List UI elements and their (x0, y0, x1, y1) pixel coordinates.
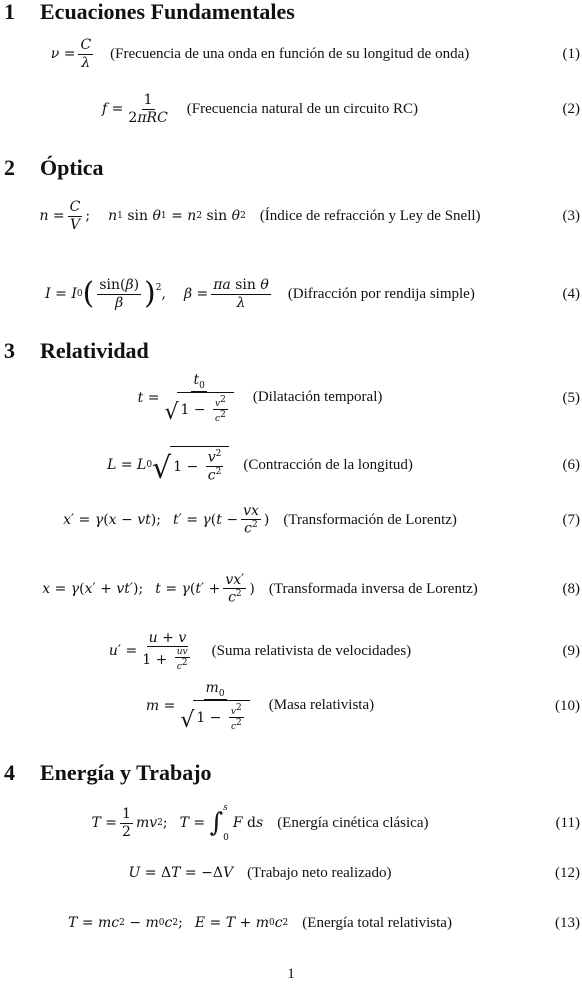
equation (0, 497, 582, 543)
equation-description: (Frecuencia de una onda en función de su longitud de onda) (110, 45, 470, 62)
formula: t = $t_0$ √ 1 − $\frac{v^2}{c^2}$ (138, 372, 239, 425)
equation (0, 860, 582, 886)
section-heading (4, 156, 104, 180)
equation-number: (5) (562, 389, 580, 406)
equation (0, 33, 582, 75)
section-number: 1 (4, 0, 15, 24)
formula: u ′ = u + v 1 + $\frac{uv}{c^2}$ (108, 629, 188, 673)
equation (0, 440, 582, 490)
formula: I = I 0 ( $\frac{\sin(\beta)}{\beta}$ ) $^2$ , β = $\frac{\text{πa sin θ}}{\lambda}$ (45, 276, 269, 311)
equation (0, 370, 582, 426)
equation-description: (Suma relativista de velocidades) (211, 642, 412, 659)
formula: L = L 0 √ 1 − $\frac{v^2}{c^2}$ (107, 446, 229, 484)
equation-number: (7) (562, 511, 580, 528)
section-heading (4, 0, 295, 24)
equation-number: (4) (562, 285, 580, 302)
section-title: Energía y Trabajo (40, 760, 212, 785)
equation-number: (8) (562, 580, 580, 597)
equation-number: (9) (562, 642, 580, 659)
formula: x ′ = γ ( x − vt ); t ′ = γ ( t − $\frac{vx}{c^2}$ ) (63, 503, 270, 537)
equation-number: (6) (562, 456, 580, 473)
equation-number: (2) (562, 100, 580, 117)
equation (0, 266, 582, 322)
equation (0, 628, 582, 674)
formula: f = $\frac{1}{\text{2πRC}}$ (102, 92, 168, 126)
page-number: 1 (287, 966, 295, 982)
section-heading (4, 339, 149, 363)
formula: T = mc 2 − m 0 c 2 ; E = T + m 0 c 2 (68, 915, 289, 931)
equation (0, 798, 582, 848)
equation-description: (Contracción de la longitud) (243, 456, 413, 473)
equation-number: (10) (555, 697, 580, 714)
section-heading (4, 761, 212, 785)
equation-description: (Difracción por rendija simple) (287, 285, 475, 302)
formula: x = γ ( x ′ + vt ′); t = γ ( t ′ + $\frac{vx'}{c^2}$ ) (42, 572, 255, 606)
equation-description: (Frecuencia natural de un circuito RC) (186, 100, 418, 117)
formula: T = $\frac{1}{2}$ mv 2 ; T = ∫ s 0 F d s (91, 803, 264, 843)
section-number: 2 (4, 155, 15, 180)
equation (0, 678, 582, 734)
formula: n = $\frac{C}{V}$ ; n 1 sin θ 1 = n 2 sin θ 2 (39, 199, 246, 233)
section-number: 4 (4, 760, 15, 785)
equation-number: (12) (555, 864, 580, 881)
equation-number: (11) (555, 814, 580, 831)
equation-description: (Dilatación temporal) (252, 389, 383, 406)
section-title: Óptica (40, 155, 104, 180)
equation-description: (Índice de refracción y Ley de Snell) (259, 207, 481, 224)
section-title: Relatividad (40, 338, 149, 363)
equation-description: (Energía cinética clásica) (277, 814, 429, 831)
formula: U = Δ T = −Δ V (128, 865, 234, 881)
equation (0, 910, 582, 936)
equation-description: (Energía total relativista) (302, 914, 452, 931)
equation-description: (Transformación de Lorentz) (283, 511, 457, 528)
equation (0, 566, 582, 612)
equation-number: (13) (555, 914, 580, 931)
equation (0, 88, 582, 130)
equation-number: (3) (562, 207, 580, 224)
formula: m = $m_0$ √ 1 − $\frac{v^2}{c^2}$ (146, 680, 255, 733)
equation-description: (Masa relativista) (268, 697, 375, 714)
formula: ν = $\frac{C}{\lambda}$ (50, 37, 92, 71)
equation (0, 194, 582, 238)
equation-description: (Trabajo neto realizado) (247, 864, 392, 881)
equation-number: (1) (562, 45, 580, 62)
section-title: Ecuaciones Fundamentales (40, 0, 295, 24)
section-number: 3 (4, 338, 15, 363)
equation-description: (Transformada inversa de Lorentz) (268, 580, 478, 597)
